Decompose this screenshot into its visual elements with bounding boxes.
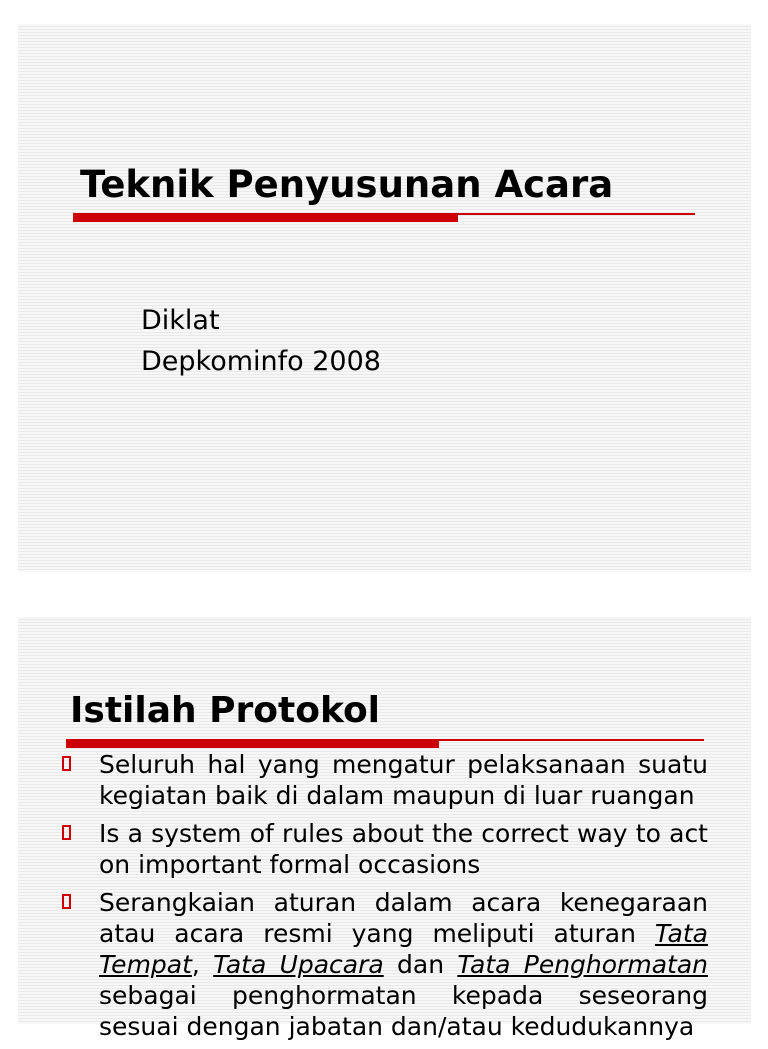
hollow-square-bullet-icon [62,894,71,909]
term-tata-tempat: Tata Tempat [99,919,708,979]
bullet-text-segment: , [191,950,214,979]
list-item [62,749,708,811]
bullet-text: Seluruh hal yang mengatur pelaksanaan suatu kegiatan baik di dalam maupun di luar ruangan [99,750,708,810]
subtitle-line: Depkominfo 2008 [141,346,381,377]
bullet-text-segment: dan [383,950,458,979]
slide-title: Istilah Protokol [70,690,381,731]
slide-2 [18,617,751,1041]
title-underline-bar [73,214,458,222]
slide-1 [18,24,751,572]
title-underline-bar [66,740,439,748]
list-item [62,887,708,1042]
hollow-square-bullet-icon [62,825,71,840]
bullet-list [62,749,708,1049]
bullet-text: Is a system of rules about the correct way to act on important formal occasions [99,819,708,879]
hollow-square-bullet-icon [62,756,71,771]
slide-title: Teknik Penyusunan Acara [80,163,614,206]
list-item [62,818,708,880]
bullet-text-segment: sebagai penghormatan kepada seseorang sesuai dengan jabatan dan/atau kedudukannya [99,981,708,1041]
slide-subtitle [141,300,381,382]
bullet-text-segment: Serangkaian aturan dalam acara kenegaraan atau acara resmi yang meliputi aturan [99,888,708,948]
term-tata-penghormatan: Tata Penghormatan [457,950,708,979]
subtitle-line: Diklat [141,305,220,336]
term-tata-upacara: Tata Upacara [213,950,384,979]
bullet-text [99,888,708,1041]
